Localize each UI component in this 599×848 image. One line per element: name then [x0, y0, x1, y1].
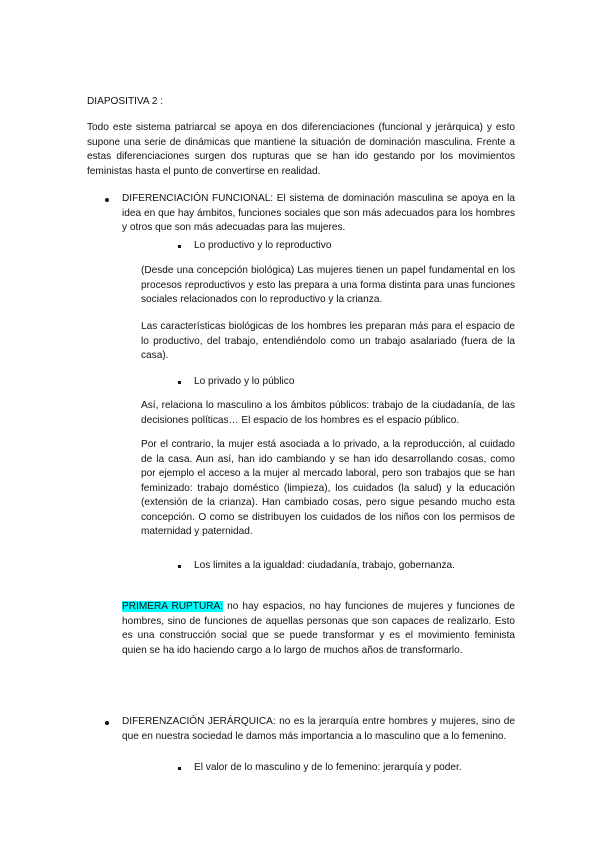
square-bullet-icon — [178, 565, 181, 568]
bullet-icon — [105, 198, 109, 202]
bullet-icon — [105, 721, 109, 725]
funcional-p2: Las características biológicas de los hombres les preparan más para el espacio de lo productivo, del trabajo, entendiéndolo como un trabajo asalariado (fuera de la casa). — [141, 321, 515, 361]
jerarquica-bullet: DIFERENZACIÓN JERÁRQUICA: no es la jerarquía entre hombres y mujeres, sino de que en nuestra sociedad le damos más importancia a lo masculino que a lo femenino. — [122, 716, 515, 742]
square-bullet-icon — [178, 767, 181, 770]
ruptura-highlight-label: PRIMERA RUPTURA: — [122, 601, 224, 612]
ruptura-text: no hay espacios, no hay funciones de mujeres y funciones de hombres, sino de funciones de aquellas personas que son capaces de realizarlo. Esto es una construcción social que se puede transformar y es el movimiento feminista quien se ha ido haciendo cargo a lo largo de muchos años de transformarlo. — [122, 601, 515, 656]
funcional-bullet: DIFERENCIACIÓN FUNCIONAL: El sistema de dominación masculina se apoya en la idea en que hay ámbitos, funciones sociales que son más adecuados para los hombres y otros que son más adecuadas para las mujeres. — [122, 193, 515, 233]
intro-paragraph: Todo este sistema patriarcal se apoya en dos diferenciaciones (funcional y jerárquica) y esto supone una serie de dinámicas que mantiene la situación de dominación masculina. Frente a estas diferenciaciones surgen dos rupturas que se han ido gestando por los movimientos feministas hasta el punto de convertirse en realidad. — [87, 122, 515, 177]
square-bullet-icon — [178, 245, 181, 248]
funcional-p4: Por el contrario, la mujer está asociada a lo privado, a la reproducción, al cuidado de la casa. Aun así, han ido cambiando y se han ido desarrollando cosas, como por ejemplo el acceso a la mujer al mercado laboral, pero son trabajos que se han feminizado: trabajo doméstico (limpieza), los cuidados (la salud) y la educación (extensión de la crianza). Han cambiado cosas, pero sigue pesando mucho esta concepción. O como se distribuyen los cuidados de los niños con los permisos de maternidad y paternidad. — [141, 439, 515, 537]
funcional-sub2: Lo privado y lo público — [194, 376, 295, 387]
funcional-sub1: Lo productivo y lo reproductivo — [194, 240, 332, 251]
jerarquica-sub1: El valor de lo masculino y de lo femenino: jerarquía y poder. — [194, 762, 462, 773]
funcional-p3: Así, relaciona lo masculino a los ámbitos públicos: trabajo de la ciudadanía, de las decisiones políticas… El espacio de los hombres es el espacio público. — [141, 400, 515, 426]
funcional-p1: (Desde una concepción biológica) Las mujeres tienen un papel fundamental en los procesos reproductivos y esto las prepara a una forma distinta para unas funciones sociales relacionados con lo reproductivo y la crianza. — [141, 265, 515, 305]
ruptura-paragraph — [122, 600, 515, 658]
slide-heading: DIAPOSITIVA 2 : — [87, 96, 164, 107]
funcional-sub3: Los limites a la igualdad: ciudadanía, trabajo, gobernanza. — [194, 560, 455, 571]
square-bullet-icon — [178, 381, 181, 384]
